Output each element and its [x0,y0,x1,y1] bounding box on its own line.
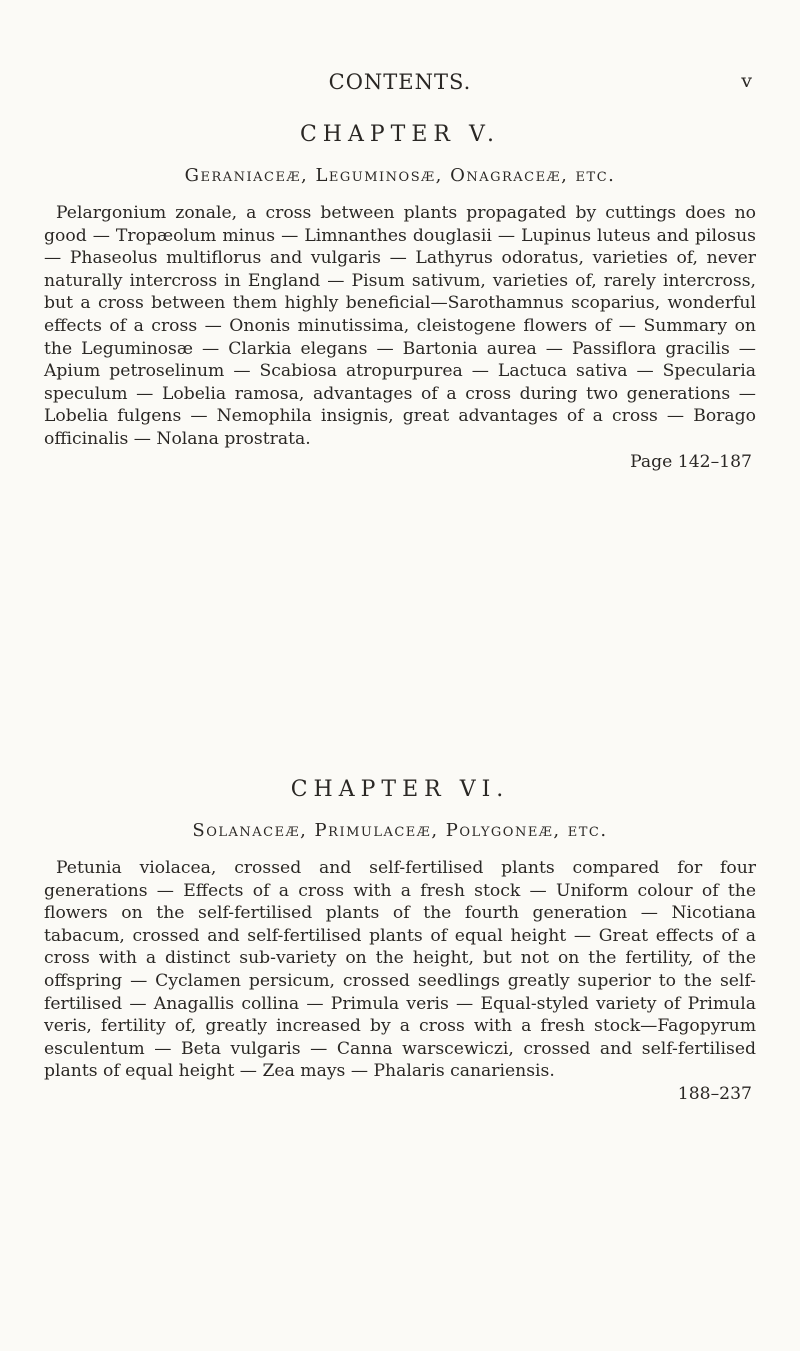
chapter-heading: CHAPTER V. [299,122,501,147]
page-number: v [741,70,752,92]
chapter-families: Geraniaceæ, Leguminosæ, Onagraceæ, etc. [184,165,616,186]
running-head [0,64,800,98]
chapter-families: Solanaceæ, Primulaceæ, Polygoneæ, etc. [192,820,608,841]
running-title: CONTENTS. [328,70,472,94]
chapter-page-range: Page 142–187 [630,451,752,472]
chapter-5-entry [44,122,756,473]
chapter-heading: CHAPTER VI. [290,777,510,802]
chapter-summary: Petunia violacea, crossed and self-fertilised plants compared for four generations — Effects of a cross with a fresh stock — Uniform colour of the flowers on the self-fertilised plants of the fourth generation — Nicotiana tabacum, crossed and self-fertilised plants of equal height — Great effects of a cross with a distinct sub-variety on the height, but not on the fertility, of the offspring — Cyclamen persicum, crossed seedlings greatly superior to the self-fertilised — Anagallis collina — Primula veris — Equal-styled variety of Primula veris, fertility of, greatly increased by a cross with a fresh stock—Fagopyrum esculentum — Beta vulgaris — Canna warscewiczi, crossed and self-fertilised plants of equal height — Zea mays — Phalaris canariensis. [44,858,756,1082]
chapter-page-range: 188–237 [677,1083,752,1104]
chapter-summary: Pelargonium zonale, a cross between plants propagated by cuttings does no good — Tropæolum minus — Limnanthes douglasii — Lupinus luteus and pilosus — Phaseolus multiflorus and vulgaris — Lathyrus odoratus, varieties of, never naturally intercross in England — Pisum sativum, varieties of, rarely intercross, but a cross between them highly beneficial—Sarothamnus scoparius, wonderful effects of a cross — Ononis minutissima, cleistogene flowers of — Summary on the Leguminosæ — Clarkia elegans — Bartonia aurea — Passiflora gracilis — Apium petroselinum — Scabiosa atropurpurea — Lactuca sativa — Specularia speculum — Lobelia ramosa, advantages of a cross during two generations — Lobelia fulgens — Nemophila insignis, great advantages of a cross — Borago officinalis — Nolana prostrata. [44,203,756,449]
chapter-6-entry [44,777,756,1106]
